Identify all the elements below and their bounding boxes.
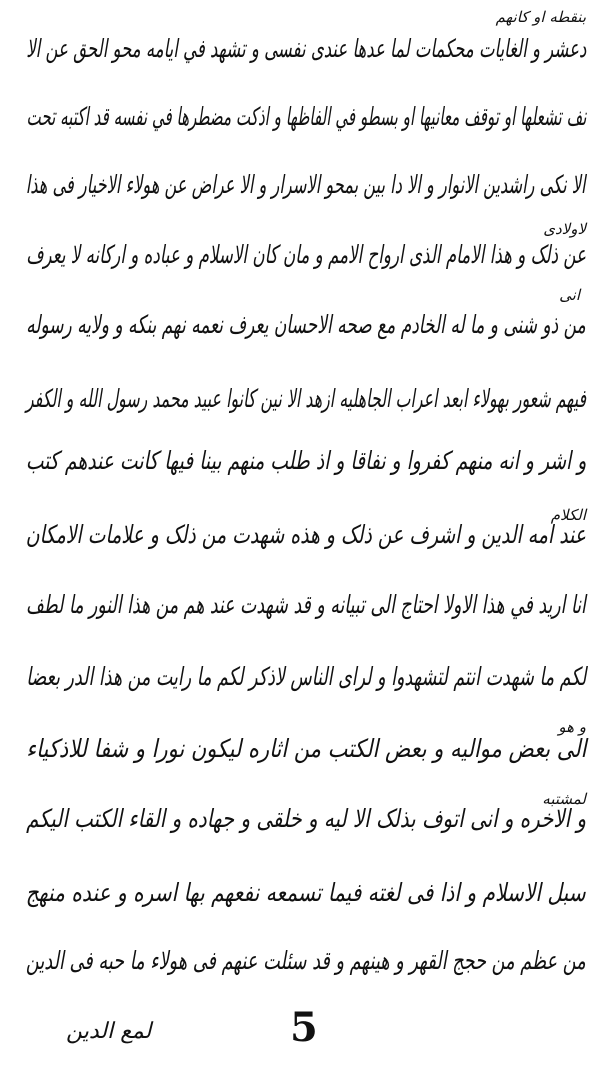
manuscript-line-2: نف تشعلها او توقف معانيها او بسطو في الفاظها و اذکت مضطرها في نفسه قد اکتبه تحت <box>26 102 586 131</box>
manuscript-line-10: لکم ما شهدت انتم لتشهدوا و لرای الناس لاذکر لکم ما رایت من هذا الدر بعضا <box>25 662 586 691</box>
catchword: لمع الدین <box>66 1019 152 1044</box>
manuscript-line-14: من عظم من حجج القهر و هینهم و قد سئلت عنهم فی هولاء ما حبه فی الدین <box>26 946 586 975</box>
manuscript-line-11: الی بعض مواليه و بعض الکتب من اثاره لیکون نورا و شفا للاذکیاء <box>25 734 586 763</box>
margin-note-3: لاولادی <box>543 220 586 238</box>
margin-note-1: بنقطه او کانهم <box>495 8 586 26</box>
manuscript-line-8: عند امه الدین و اشرف عن ذلک و هذه شهدت من ذلک و علامات الامکان <box>25 520 586 549</box>
manuscript-line-4: عن ذلک و هذا الامام الذی ارواح الامم و مان کان الاسلام و عباده و ارکانه لا یعرف <box>26 240 586 269</box>
margin-note-4: و هو <box>558 718 586 736</box>
manuscript-line-5: من ذو شنی و ما له الخادم مع صحه الاحسان یعرف نعمه نهم بنکه و ولایه رسوله <box>26 310 586 339</box>
manuscript-line-7: و اشر و انه منهم کفروا و نفاقا و اذ طلب منهم بینا فیها کانت عندهم کتب <box>25 446 586 475</box>
manuscript-line-3: الا نکی راشدین الانوار و الا دا بین بمحو الاسرار و الا عراض عن هولاء الاخیار فی هذا <box>26 170 586 199</box>
manuscript-line-1: دعشر و الغایات محکمات لما عدها عندی نفسی و تشهد في ایامه محو الحق عن الا <box>25 34 586 63</box>
manuscript-line-12: و الاخره و انی اتوف بذلک الا لیه و خلقی و جهاده و القاء الکتب الیکم <box>26 804 586 833</box>
manuscript-line-6: فیهم شعور بهولاء ابعد اعراب الجاهلیه ازهد الا نین کانوا عبید محمد رسول الله و الکفر <box>25 384 586 413</box>
margin-note-2: انی <box>559 286 580 304</box>
manuscript-line-9: انا ارید في هذا الاولا احتاج الی تبیانه و قد شهدت عند هم من هذا النور ما لطف <box>26 590 586 619</box>
margin-note-5: الکلام <box>550 506 586 524</box>
margin-note-6: لمشتبه <box>542 790 586 808</box>
page-number: 5 <box>290 1004 318 1051</box>
manuscript-line-13: سبل الاسلام و اذا فی لغته فیما تسمعه نفعهم بها اسره و عنده منهج <box>26 878 586 907</box>
